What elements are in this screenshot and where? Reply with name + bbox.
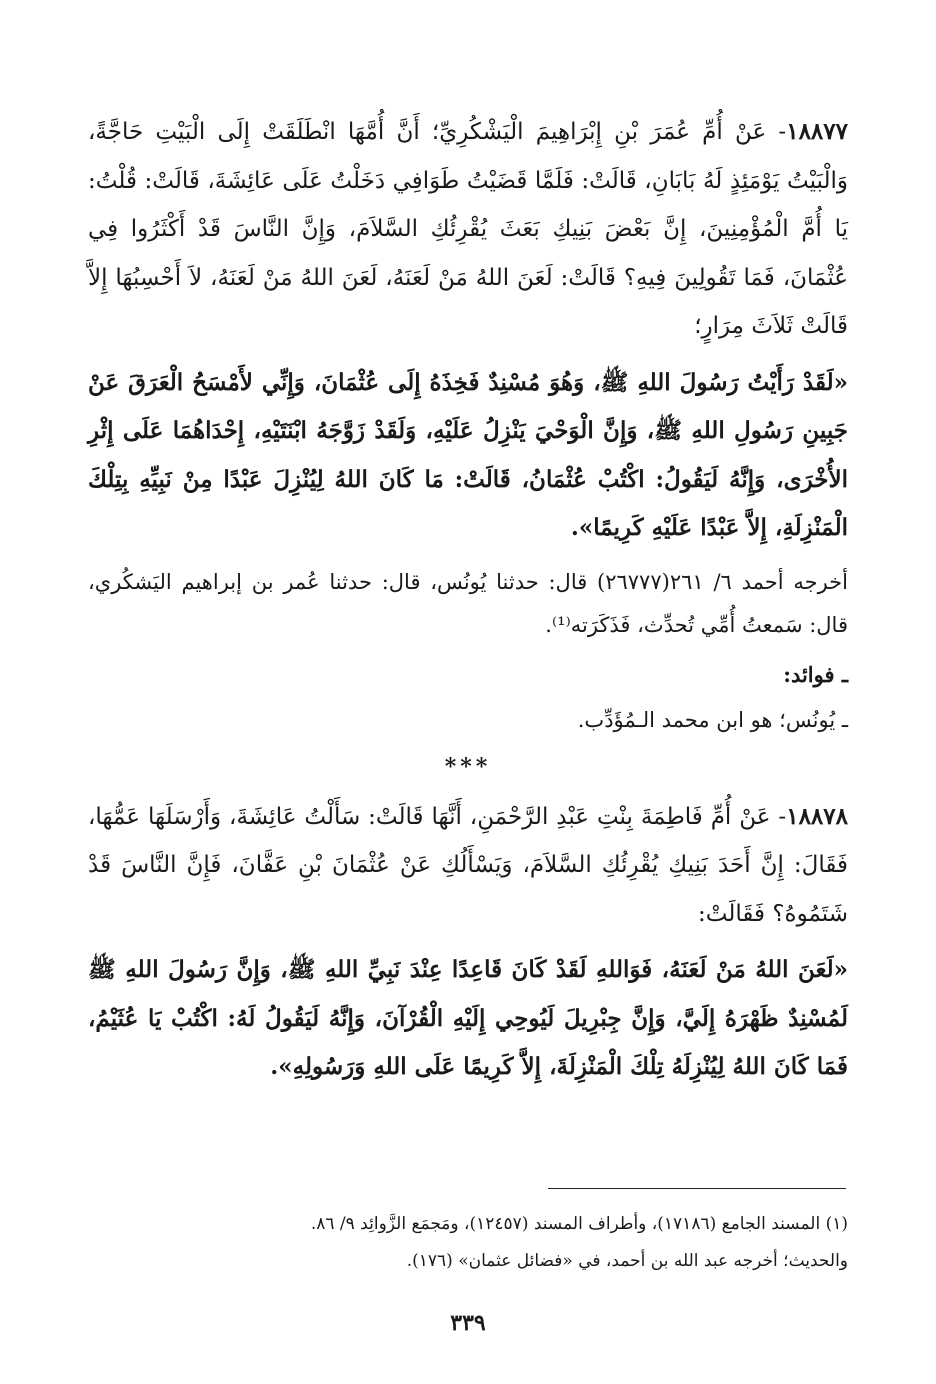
fawaid-item: ـ يُونُس؛ هو ابن محمد الـمُؤَدِّب. bbox=[577, 707, 848, 732]
hadith-18878-isnad bbox=[88, 793, 848, 939]
page-body bbox=[88, 108, 848, 1100]
hadith-18877-matn: «لَقَدْ رَأَيْتُ رَسُولَ اللهِ ﷺ، وَهُوَ مُسْنِدٌ فَخِذَهُ إِلَى عُثْمَانَ، وَإِنِّي لأَمْسَحُ الْعَرَقَ عَنْ جَبِينِ رَسُولِ اللهِ ﷺ، وَإِنَّ الْوَحْيَ يَنْزِلُ عَلَيْهِ، وَلَقَدْ زَوَّجَهُ ابْنَتَيْهِ، إِحْدَاهُمَا عَلَى إِثْرِ الأُخْرَى، وَإِنَّهُ لَيَقُولُ: اكْتُبْ عُثْمَانُ، قَالَتْ: مَا كَانَ اللهُ لِيُنْزِلَ عَبْدًا مِنْ نَبِيِّهِ بِتِلْكَ الْمَنْزِلَةِ، إِلاَّ عَبْدًا عَلَيْهِ كَرِيمًا». bbox=[88, 368, 848, 541]
hadith-isnad-text: - عَنْ أُمِّ فَاطِمَةَ بِنْتِ عَبْدِ الرَّحْمَنِ، أَنَّهَا قَالَتْ: سَأَلْتُ عَائِشَةَ، وَأَرْسَلَهَا عَمُّهَا، فَقَالَ: إِنَّ أَحَدَ بَنِيكِ يُقْرِئُكِ السَّلاَمَ، وَيَسْأَلُكِ عَنْ عُثْمَانَ بْنِ عَفَّانَ، فَإِنَّ النَّاسَ قَدْ شَتَمُوهُ؟ فَقَالَتْ: bbox=[88, 803, 848, 927]
fawaid-title: ـ فوائد: bbox=[783, 661, 848, 687]
hadith-18877-source: أخرجه أحمد ٦/ ٢٦١(٢٦٧٧٧) قال: حدثنا يُونُس، قال: حدثنا عُمر بن إبراهيم اليَشكُري، قال: سَمعتُ أُمِّي تُحدِّث، فَذَكَرَته⁽¹⁾. bbox=[88, 569, 848, 637]
page-number: ٣٣٩ bbox=[450, 1310, 486, 1336]
hadith-number: ١٨٨٧٧ bbox=[786, 118, 848, 145]
hadith-isnad-text: - عَنْ أُمِّ عُمَرَ بْنِ إِبْرَاهِيمَ الْيَشْكُرِيِّ؛ أَنَّ أُمَّهَا انْطَلَقَتْ إِلَى الْبَيْتِ حَاجَّةً، وَالْبَيْتُ يَوْمَئِذٍ لَهُ بَابَانِ، قَالَتْ: فَلَمَّا قَضَيْتُ طَوَافِي دَخَلْتُ عَلَى عَائِشَةَ، قَالَتْ: قُلْتُ: يَا أُمَّ الْمُؤْمِنِينَ، إِنَّ بَعْضَ بَنِيكِ بَعَثَ يُقْرِئُكِ السَّلاَمَ، وَإِنَّ النَّاسَ قَدْ أَكْثَرُوا فِي عُثْمَانَ، فَمَا تَقُولِينَ فِيهِ؟ قَالَتْ: لَعَنَ اللهُ مَنْ لَعَنَهُ، لَعَنَ اللهُ مَنْ لَعَنَهُ، لاَ أَحْسِبُهَا إِلاَّ قَالَتْ ثَلاَثَ مِرَارٍ؛ bbox=[88, 119, 848, 339]
section-separator: *** bbox=[444, 753, 492, 780]
hadith-18878-matn: «لَعَنَ اللهُ مَنْ لَعَنَهُ، فَوَاللهِ لَقَدْ كَانَ قَاعِدًا عِنْدَ نَبِيِّ اللهِ ﷺ، وَإِنَّ رَسُولَ اللهِ ﷺ لَمُسْنِدٌ ظَهْرَهُ إِلَيَّ، وَإِنَّ جِبْرِيلَ لَيُوحِي إِلَيْهِ الْقُرْآنَ، وَإِنَّهُ لَيَقُولُ لَهُ: اكْتُبْ يَا عُثَيْمُ، فَمَا كَانَ اللهُ لِيُنْزِلَهُ تِلْكَ الْمَنْزِلَةَ، إِلاَّ كَرِيمًا عَلَى اللهِ وَرَسُولِهِ». bbox=[88, 956, 848, 1080]
footnote-line: (١) المسند الجامع (١٧١٨٦)، وأطراف المسند (١٢٤٥٧)، ومَجمَع الزَّوائِد ٩/ ٨٦. bbox=[310, 1214, 848, 1234]
footnote-divider bbox=[548, 1188, 846, 1189]
hadith-number: ١٨٨٧٨ bbox=[786, 802, 848, 830]
footnotes bbox=[88, 1206, 848, 1280]
footnote-line: والحديث؛ أخرجه عبد الله بن أحمد، في «فضائل عثمان» (١٧٦). bbox=[406, 1251, 848, 1271]
hadith-18877-isnad bbox=[88, 108, 848, 351]
